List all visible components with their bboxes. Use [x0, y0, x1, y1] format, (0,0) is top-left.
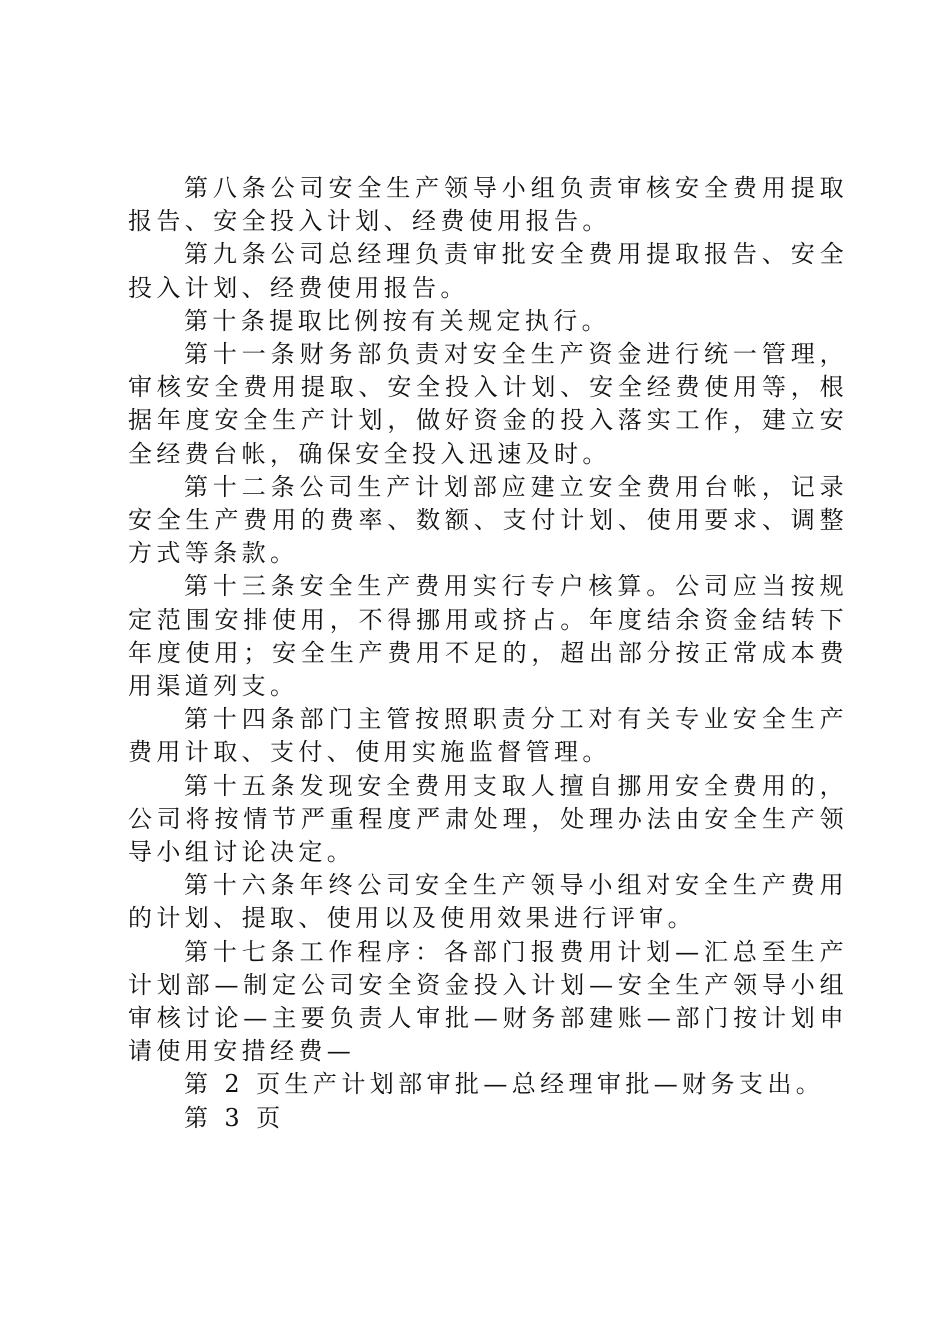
- article-17-paragraph: 第十七条工作程序：各部门报费用计划—汇总至生产计划部—制定公司安全资金投入计划—安全生产领导小组审核讨论—主要负责人审批—财务部建账—部门按计划申请使用安措经费—: [128, 937, 848, 1066]
- article-16-paragraph: 第十六条年终公司安全生产领导小组对安全生产费用的计划、提取、使用以及使用效果进行评审。: [128, 871, 848, 933]
- page-2-continuation: 第 2 页生产计划部审批—总经理审批—财务支出。: [184, 1070, 825, 1099]
- article-14-paragraph: 第十四条部门主管按照职责分工对有关专业安全生产费用计取、支付、使用实施监督管理。: [128, 705, 848, 767]
- page-3-marker: 第 3 页: [184, 1103, 285, 1132]
- article-11-paragraph: 第十一条财务部负责对安全生产资金进行统一管理，审核安全费用提取、安全投入计划、安全经费使用等，根据年度安全生产计划，做好资金的投入落实工作，建立安全经费台帐，确保安全投入迅速及时。: [128, 340, 848, 468]
- article-9-paragraph: 第九条公司总经理负责审批安全费用提取报告、安全投入计划、经费使用报告。: [128, 240, 848, 302]
- document-body: [128, 172, 848, 1135]
- article-13-paragraph: 第十三条安全生产费用实行专户核算。公司应当按规定范围安排使用，不得挪用或挤占。年度结余资金结转下年度使用；安全生产费用不足的，超出部分按正常成本费用渠道列支。: [128, 572, 848, 701]
- article-12-paragraph: 第十二条公司生产计划部应建立安全费用台帐，记录安全生产费用的费率、数额、支付计划、使用要求、调整方式等条款。: [128, 472, 848, 568]
- article-8-paragraph: 第八条公司安全生产领导小组负责审核安全费用提取报告、安全投入计划、经费使用报告。: [128, 174, 848, 236]
- article-10-paragraph: 第十条提取比例按有关规定执行。: [184, 306, 610, 335]
- article-15-paragraph: 第十五条发现安全费用支取人擅自挪用安全费用的，公司将按情节严重程度严肃处理，处理办法由安全生产领导小组讨论决定。: [128, 771, 848, 867]
